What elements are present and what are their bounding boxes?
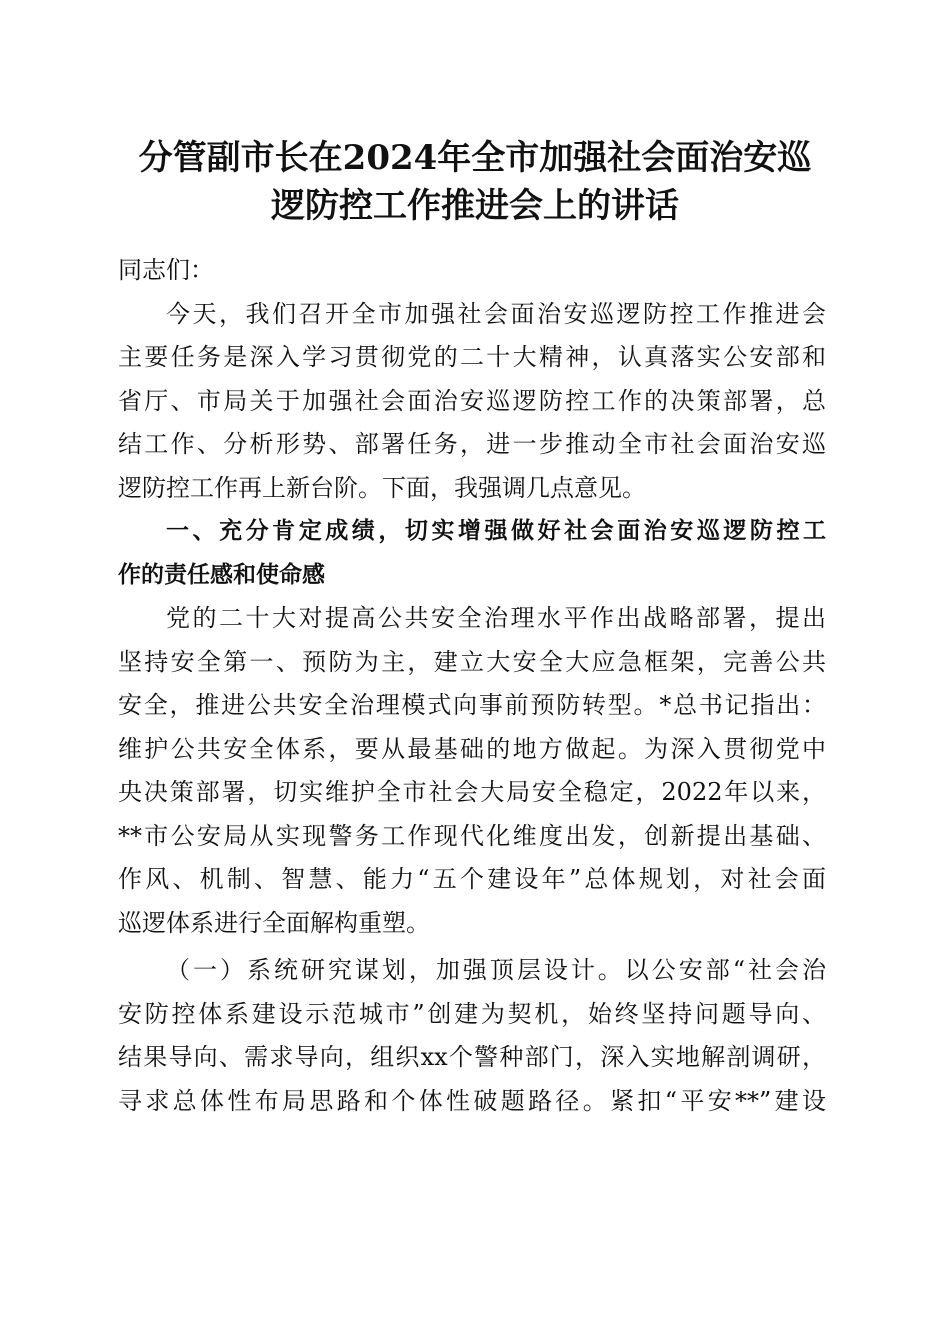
section-1-line-1: 党的二十大对提高公共安全治理水平作出战略部署，提出 [166, 604, 826, 632]
document-title-line-2: 逻防控工作推进会上的讲话 [271, 186, 679, 226]
intro-line-5: 逻防控工作再上新台阶。下面，我强调几点意见。 [118, 473, 646, 502]
subsection-1-paragraph [118, 949, 826, 1123]
document-title-line-1: 分管副市长在2024年全市加强社会面治安巡 [138, 138, 812, 178]
section-1-line-4: 维护公共安全体系，要从最基础的地方做起。为深入贯彻党中 [118, 734, 826, 763]
subsection-1-line-4: 寻求总体性布局思路和个体性破题路径。紧扣“平安**”建设 [118, 1086, 826, 1115]
section-1-line-6: **市公安局从实现警务工作现代化维度出发，创新提出基础、 [118, 821, 826, 850]
section-1-line-3: 安全，推进公共安全治理模式向事前预防转型。*总书记指出： [118, 691, 826, 719]
subsection-1-line-1: （一）系统研究谋划，加强顶层设计。以公安部“社会治 [166, 956, 826, 984]
section-1-heading-line-2: 作的责任感和使命感 [118, 561, 325, 588]
section-1-line-7: 作风、机制、智慧、能力“五个建设年”总体规划，对社会面 [118, 865, 826, 893]
section-1-heading [118, 510, 826, 597]
section-1-paragraph [118, 597, 826, 945]
intro-line-2: 主要任务是深入学习贯彻党的二十大精神，认真落实公安部和 [118, 343, 826, 371]
section-1-line-5: 央决策部署，切实维护全市社会大局安全稳定，2022年以来， [118, 778, 826, 806]
subsection-1-line-2: 安防控体系建设示范城市”创建为契机，始终坚持问题导向、 [118, 999, 826, 1028]
intro-line-1: 今天，我们召开全市加强社会面治安巡逻防控工作推进会 [166, 299, 826, 328]
subsection-1-line-3: 结果导向、需求导向，组织xx个警种部门，深入实地解剖调研， [118, 1043, 826, 1071]
salutation: 同志们： [118, 256, 214, 284]
section-1-line-2: 坚持安全第一、预防为主，建立大安全大应急框架，完善公共 [118, 647, 826, 676]
document-body [118, 249, 826, 1123]
section-1-heading-line-1: 一、充分肯定成绩，切实增强做好社会面治安巡逻防控工 [166, 518, 826, 544]
intro-paragraph [118, 293, 826, 511]
intro-line-4: 结工作、分析形势、部署任务，进一步推动全市社会面治安巡 [118, 430, 826, 458]
intro-line-3: 省厅、市局关于加强社会面治安巡逻防控工作的决策部署，总 [118, 386, 826, 415]
section-1-line-8: 巡逻体系进行全面解构重塑。 [118, 908, 430, 937]
